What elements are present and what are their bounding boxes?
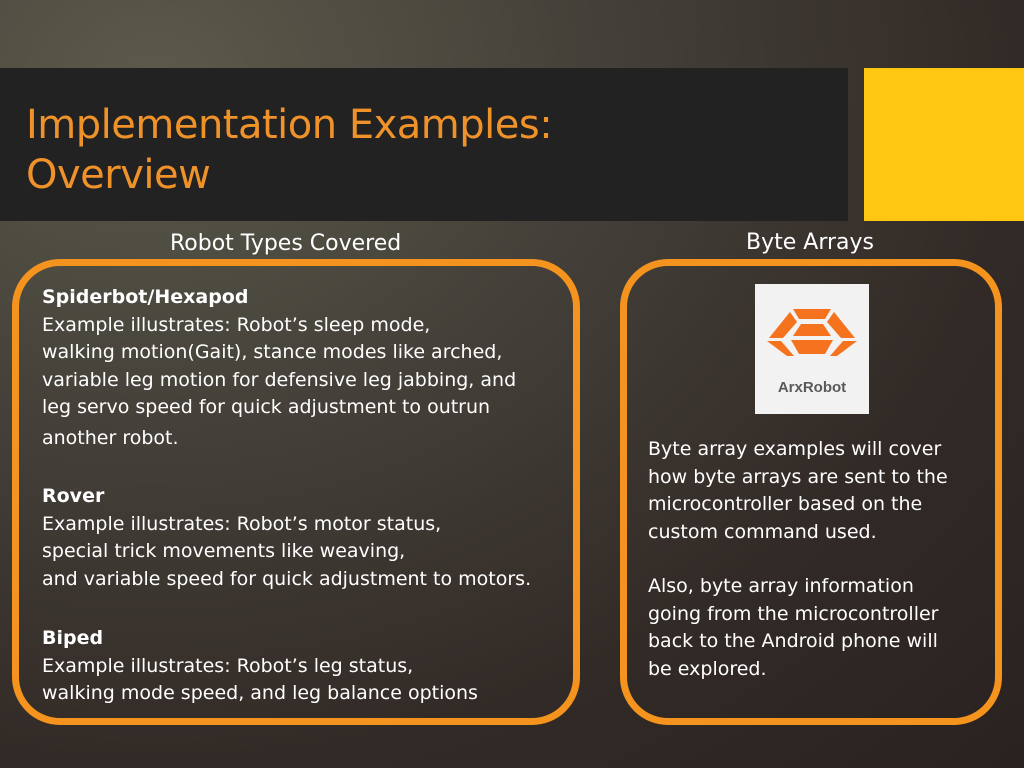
paragraph-line: Byte array examples will cover bbox=[648, 438, 942, 460]
robot-spiderbot bbox=[42, 284, 516, 452]
robot-rover bbox=[42, 483, 531, 593]
arxrobot-logo-icon bbox=[755, 284, 869, 364]
paragraph-line: be explored. bbox=[648, 657, 767, 680]
slide-title bbox=[26, 100, 552, 200]
robot-name: Biped bbox=[42, 627, 104, 649]
robot-biped bbox=[42, 625, 478, 708]
robot-description-line: Example illustrates: Robot’s motor status, bbox=[42, 512, 442, 535]
robot-description-line: Example illustrates: Robot’s sleep mode, bbox=[42, 313, 431, 336]
paragraph-line: Also, byte array information bbox=[648, 575, 914, 597]
paragraph-line: back to the Android phone will bbox=[648, 630, 938, 652]
paragraph-line: how byte arrays are sent to the bbox=[648, 465, 948, 488]
robot-description-line: variable leg motion for defensive leg jabbing, and bbox=[42, 368, 517, 391]
robot-description-line: Example illustrates: Robot’s leg status, bbox=[42, 654, 414, 677]
logo-label: ArxRobot bbox=[777, 379, 847, 396]
byte-arrays-heading: Byte Arrays bbox=[746, 230, 874, 255]
robot-description-line: walking motion(Gait), stance modes like arched, bbox=[42, 341, 503, 363]
accent-box bbox=[864, 68, 1024, 221]
slide-title-line-1: Implementation Examples: bbox=[26, 102, 553, 148]
robot-description-line: and variable speed for quick adjustment to motors. bbox=[42, 567, 532, 590]
paragraph-line: going from the microcontroller bbox=[648, 602, 939, 625]
robot-name: Rover bbox=[42, 485, 105, 507]
robot-description-line: leg servo speed for quick adjustment to outrun bbox=[42, 396, 491, 418]
robot-description-line: walking mode speed, and leg balance options bbox=[42, 682, 478, 704]
arxrobot-logo bbox=[755, 284, 869, 414]
paragraph-line: custom command used. bbox=[648, 520, 877, 543]
robot-description-line: another robot. bbox=[42, 426, 179, 449]
robot-types-heading: Robot Types Covered bbox=[170, 231, 402, 256]
robot-description-line: special trick movements like weaving, bbox=[42, 540, 406, 562]
byte-array-paragraph-2 bbox=[648, 573, 938, 683]
slide-title-line-2: Overview bbox=[26, 152, 211, 198]
robot-name: Spiderbot/Hexapod bbox=[42, 286, 249, 308]
paragraph-line: microcontroller based on the bbox=[648, 493, 923, 515]
byte-array-paragraph-1 bbox=[648, 436, 948, 546]
